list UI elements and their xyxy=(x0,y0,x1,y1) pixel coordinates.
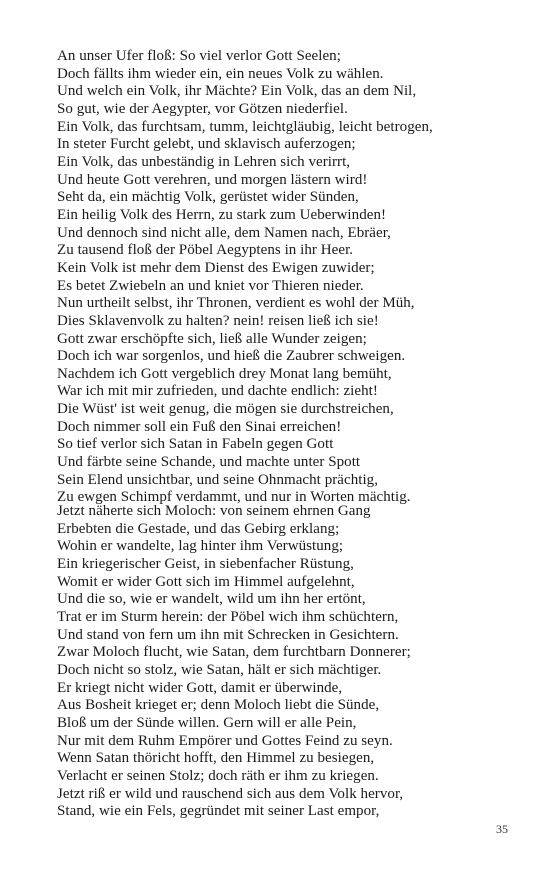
page-number: 35 xyxy=(496,822,508,836)
verse-line: Und die so, wie er wandelt, wild um ihn her ertönt, xyxy=(57,591,366,608)
verse-line: Doch nicht so stolz, wie Satan, hält er sich mächtiger. xyxy=(57,661,382,678)
verse-line: Doch fällts ihm wieder ein, ein neues Volk zu wählen. xyxy=(57,65,384,82)
verse-line: Und dennoch sind nicht alle, dem Namen nach, Ebräer, xyxy=(57,224,391,241)
verse-line: War ich mit mir zufrieden, und dachte endlich: zieht! xyxy=(57,383,378,400)
verse-line: Die Wüst' ist weit genug, die mögen sie durchstreichen, xyxy=(57,401,394,418)
verse-line: Seht da, ein mächtig Volk, gerüstet wider Sünden, xyxy=(57,189,359,206)
verse-line: Und färbte seine Schande, und machte unter Spott xyxy=(57,454,361,471)
verse-line: Bloß um der Sünde willen. Gern will er alle Pein, xyxy=(57,714,357,731)
verse-line: So gut, wie der Aegypter, vor Götzen niederfiel. xyxy=(57,100,348,117)
verse-line: Es betet Zwiebeln an und kniet vor Thieren nieder. xyxy=(57,277,364,294)
verse-line: Erbebten die Gestade, und das Gebirg erklang; xyxy=(57,520,340,537)
verse-line: Kein Volk ist mehr dem Dienst des Ewigen zuwider; xyxy=(57,259,375,276)
verse-line: Nur mit dem Ruhm Empörer und Gottes Feind zu seyn. xyxy=(57,732,393,749)
verse-line: So tief verlor sich Satan in Fabeln gegen Gott xyxy=(57,436,334,453)
verse-line: Stand, wie ein Fels, gegründet mit seiner Last empor, xyxy=(57,803,380,820)
verse-line: Er kriegt nicht wider Gott, damit er überwinde, xyxy=(57,679,343,696)
verse-line: Jetzt näherte sich Moloch: von seinem ehrnen Gang xyxy=(57,503,371,519)
verse-line: Womit er wider Gott sich im Himmel aufgelehnt, xyxy=(57,573,355,590)
verse-line: Doch ich war sorgenlos, und hieß die Zaubrer schweigen. xyxy=(57,348,406,365)
verse-line: Wenn Satan thöricht hofft, den Himmel zu besiegen, xyxy=(57,750,375,767)
verse-line: Ein heilig Volk des Herrn, zu stark zum Ueberwinden! xyxy=(57,206,387,223)
verse-line: Nun urtheilt selbst, ihr Thronen, verdient es wohl der Müh, xyxy=(57,295,415,312)
verse-line: Sein Elend unsichtbar, und seine Ohnmacht prächtig, xyxy=(57,471,379,488)
verse-line: Nachdem ich Gott vergeblich drey Monat lang bemüht, xyxy=(57,365,392,382)
verse-line: Und welch ein Volk, ihr Mächte? Ein Volk, das an dem Nil, xyxy=(57,83,417,100)
verse-line: Und stand von fern um ihn mit Schrecken in Gesichtern. xyxy=(57,626,399,643)
verse-line: Ein kriegerischer Geist, in siebenfacher Rüstung, xyxy=(57,555,354,572)
stanza xyxy=(57,48,527,507)
verse-line: Gott zwar erschöpfte sich, ließ alle Wunder zeigen; xyxy=(57,330,367,347)
verse-line: Zwar Moloch flucht, wie Satan, dem furchtbarn Donnerer; xyxy=(57,644,411,661)
verse-line: Doch nimmer soll ein Fuß den Sinai erreichen! xyxy=(57,418,342,435)
verse-line: An unser Ufer floß: So viel verlor Gott Seelen; xyxy=(57,48,341,64)
verse-line: Zu ewgen Schimpf verdammt, und nur in Worten mächtig. xyxy=(57,489,411,506)
verse-line: Und heute Gott verehren, und morgen lästern wird! xyxy=(57,171,368,188)
verse-line: Jetzt riß er wild und rauschend sich aus dem Volk hervor, xyxy=(57,785,404,802)
verse-line: Trat er im Sturm herein: der Pöbel wich ihm schüchtern, xyxy=(57,608,399,625)
verse-line: In steter Furcht gelebt, und sklavisch auferzogen; xyxy=(57,136,356,153)
verse-line: Ein Volk, das furchtsam, tumm, leichtgläubig, leicht betrogen, xyxy=(57,118,433,135)
verse-line: Zu tausend floß der Pöbel Aegyptens in ihr Heer. xyxy=(57,242,354,259)
stanza xyxy=(57,503,527,821)
verse-line: Wohin er wandelte, lag hinter ihm Verwüstung; xyxy=(57,538,344,555)
verse-line: Dies Sklavenvolk zu halten? nein! reisen ließ ich sie! xyxy=(57,312,379,329)
verse-line: Aus Bosheit krieget er; denn Moloch liebt die Sünde, xyxy=(57,697,380,714)
verse-line: Verlacht er seinen Stolz; doch räth er ihm zu kriegen. xyxy=(57,767,379,784)
verse-line: Ein Volk, das unbeständig in Lehren sich verirrt, xyxy=(57,153,351,170)
